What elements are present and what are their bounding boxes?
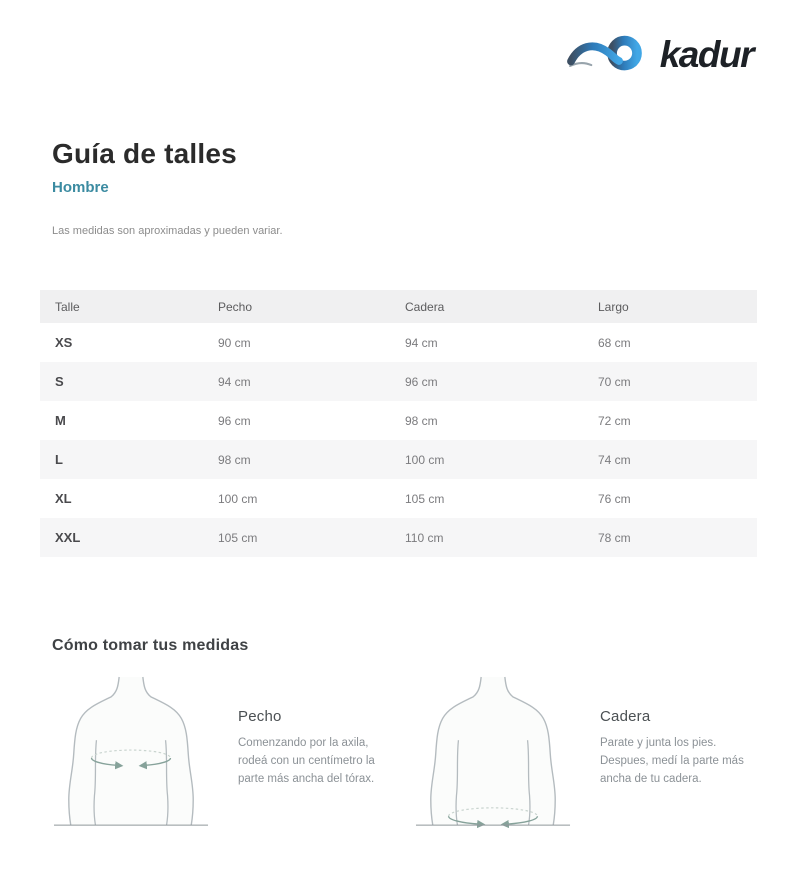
header	[0, 0, 800, 78]
column-header-largo: Largo	[598, 299, 629, 314]
cadera-value: 100 cm	[405, 452, 445, 467]
size-row-s	[40, 362, 757, 401]
largo-value: 76 cm	[598, 491, 631, 506]
pecho-value: 90 cm	[218, 335, 251, 350]
size-table	[40, 290, 757, 557]
measure-item-cadera	[414, 676, 752, 834]
measure-description-cadera: Parate y junta los pies. Despues, medí la parte más ancha de tu cadera.	[600, 737, 744, 785]
cadera-value: 110 cm	[405, 530, 444, 545]
measuring-title: Cómo tomar tus medidas	[52, 637, 249, 655]
cadera-value: 105 cm	[405, 491, 445, 506]
pecho-value: 98 cm	[218, 452, 251, 467]
measure-label-cadera: Cadera	[600, 708, 651, 726]
measuring-section	[52, 637, 757, 834]
measure-item-pecho	[52, 676, 390, 834]
cadera-value: 96 cm	[405, 374, 438, 389]
pecho-value: 96 cm	[218, 413, 251, 428]
measurements-note: Las medidas son aproximadas y pueden variar.	[52, 225, 283, 238]
largo-value: 70 cm	[598, 374, 631, 389]
largo-value: 72 cm	[598, 413, 631, 428]
torso-chest-illustration	[52, 676, 210, 834]
torso-hip-illustration	[414, 676, 572, 834]
column-header-pecho: Pecho	[218, 299, 253, 314]
brand-wordmark: kadur	[659, 33, 753, 75]
size-row-m	[40, 401, 757, 440]
infinity-logo-icon	[563, 30, 651, 78]
cadera-value: 94 cm	[405, 335, 438, 350]
largo-value: 78 cm	[598, 530, 631, 545]
page-title: Guía de talles	[52, 138, 237, 169]
measure-description-pecho: Comenzando por la axila, rodeá con un centímetro la parte más ancha del tórax.	[238, 737, 375, 785]
size-label: XL	[55, 491, 72, 507]
cadera-value: 98 cm	[405, 413, 438, 428]
size-label: XS	[55, 335, 73, 351]
column-header-talle: Talle	[55, 299, 80, 314]
size-table-header-row	[40, 290, 757, 323]
size-label: S	[55, 374, 64, 390]
kadur-logo	[563, 30, 757, 78]
gender-subtitle: Hombre	[52, 179, 109, 197]
pecho-value: 100 cm	[218, 491, 258, 506]
largo-value: 68 cm	[598, 335, 631, 350]
measure-text-pecho	[238, 708, 390, 788]
size-row-xl	[40, 479, 757, 518]
size-label: XXL	[55, 530, 81, 546]
size-label: L	[55, 452, 63, 468]
size-row-l	[40, 440, 757, 479]
column-header-cadera: Cadera	[405, 299, 445, 314]
main-content	[0, 138, 800, 834]
size-label: M	[55, 413, 66, 429]
size-row-xs	[40, 323, 757, 362]
measure-grid	[52, 676, 757, 834]
measure-label-pecho: Pecho	[238, 708, 282, 726]
pecho-value: 105 cm	[218, 530, 258, 545]
measure-text-cadera	[600, 708, 752, 788]
size-row-xxl	[40, 518, 757, 557]
largo-value: 74 cm	[598, 452, 631, 467]
pecho-value: 94 cm	[218, 374, 251, 389]
